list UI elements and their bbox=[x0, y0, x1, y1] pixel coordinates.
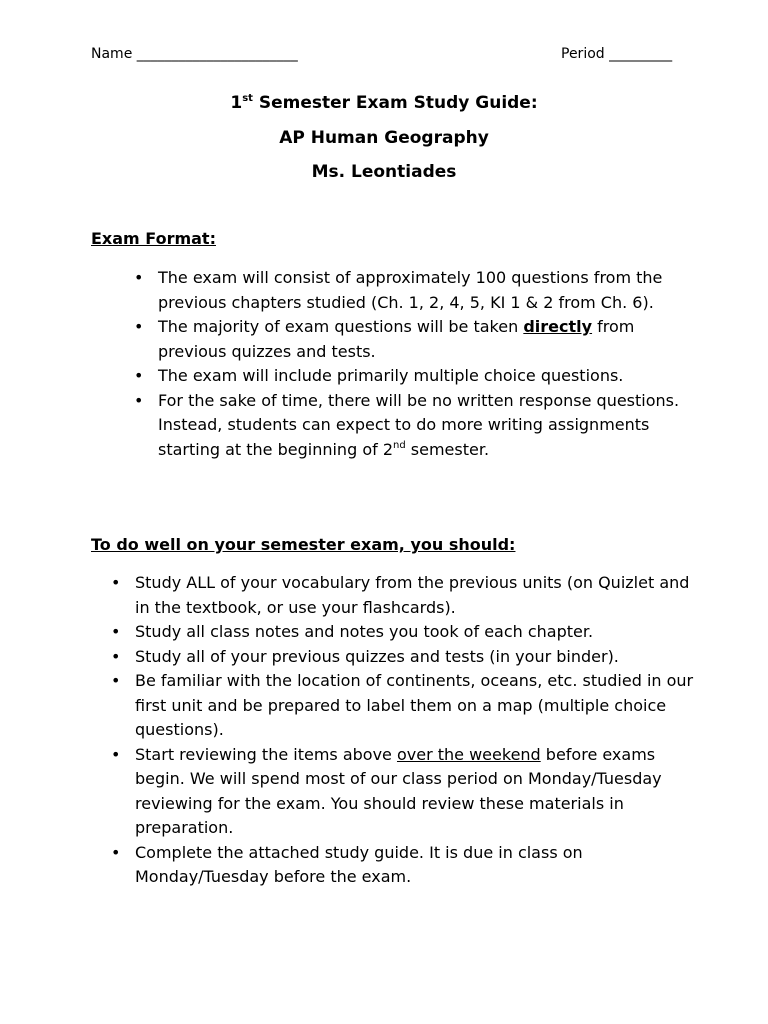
list-item-text: The majority of exam questions will be taken bbox=[158, 317, 524, 336]
title-rest: Semester Exam Study Guide: bbox=[252, 93, 538, 113]
title-ordinal-suffix: st bbox=[242, 93, 253, 104]
bullet: • bbox=[111, 622, 121, 641]
do-well-heading: To do well on your semester exam, you should: bbox=[91, 535, 516, 554]
list-item-text: Start reviewing the items above bbox=[135, 744, 397, 764]
list-item bbox=[111, 743, 695, 841]
list-item-text: For the sake of time, there will be no written response questions. Instead, students can expect to do more writing assignments starting at the beginning of 2 bbox=[158, 390, 680, 459]
list-item-text: Complete the attached study guide. It is due in class on Monday/Tuesday before the exam. bbox=[135, 842, 583, 886]
list-item-text: Study all of your previous quizzes and tests (in your binder). bbox=[135, 646, 619, 666]
list-item bbox=[111, 645, 695, 670]
do-well-list bbox=[111, 571, 695, 890]
title-line-2: AP Human Geography bbox=[279, 128, 489, 148]
title-ordinal: 1 bbox=[230, 93, 243, 113]
list-item bbox=[134, 266, 698, 315]
exam-format-heading: Exam Format: bbox=[91, 229, 216, 248]
list-item-text: Study ALL of your vocabulary from the previous units (on Quizlet and in the textbook, or use your flashcards). bbox=[135, 573, 690, 617]
list-item-text: The exam will consist of approximately 100 questions from the previous chapters studied (Ch. 1, 2, 4, 5, KI 1 & 2 from Ch. 6). bbox=[158, 268, 663, 312]
bullet: • bbox=[111, 744, 121, 764]
title-line-3: Ms. Leontiades bbox=[311, 162, 457, 182]
period-field: Period _________ bbox=[561, 46, 673, 62]
exam-format-list bbox=[134, 266, 698, 462]
list-item-text: Be familiar with the location of continents, oceans, etc. studied in our first unit and be prepared to label them on a map (multiple choice questions). bbox=[135, 671, 694, 739]
bullet: • bbox=[111, 573, 121, 592]
list-item-text: Study all class notes and notes you took of each chapter. bbox=[135, 622, 594, 641]
list-item bbox=[111, 841, 695, 890]
bullet: • bbox=[134, 268, 144, 287]
list-item-text: The exam will include primarily multiple choice questions. bbox=[158, 366, 624, 385]
bullet: • bbox=[111, 671, 121, 690]
list-item-text: before exams begin. We will spend most of our class period on Monday/Tuesday reviewing for the exam. You should review these materials in preparation. bbox=[135, 744, 662, 837]
bullet: • bbox=[134, 390, 144, 410]
ordinal-suffix: nd bbox=[393, 439, 406, 451]
list-item-text: semester. bbox=[405, 439, 490, 459]
name-field: Name _______________________ bbox=[91, 46, 298, 62]
bullet: • bbox=[111, 842, 121, 862]
list-item bbox=[134, 315, 698, 364]
emphasis-text: over the weekend bbox=[396, 744, 541, 764]
emphasis-text: directly bbox=[523, 317, 593, 336]
list-item bbox=[111, 620, 695, 645]
list-item-text: from previous quizzes and tests. bbox=[158, 317, 635, 361]
title-line-1 bbox=[0, 93, 768, 113]
list-item bbox=[134, 389, 698, 463]
bullet: • bbox=[134, 366, 144, 385]
list-item bbox=[111, 669, 695, 743]
list-item bbox=[111, 571, 695, 620]
list-item bbox=[134, 364, 698, 389]
bullet: • bbox=[134, 317, 144, 336]
bullet: • bbox=[111, 646, 121, 666]
